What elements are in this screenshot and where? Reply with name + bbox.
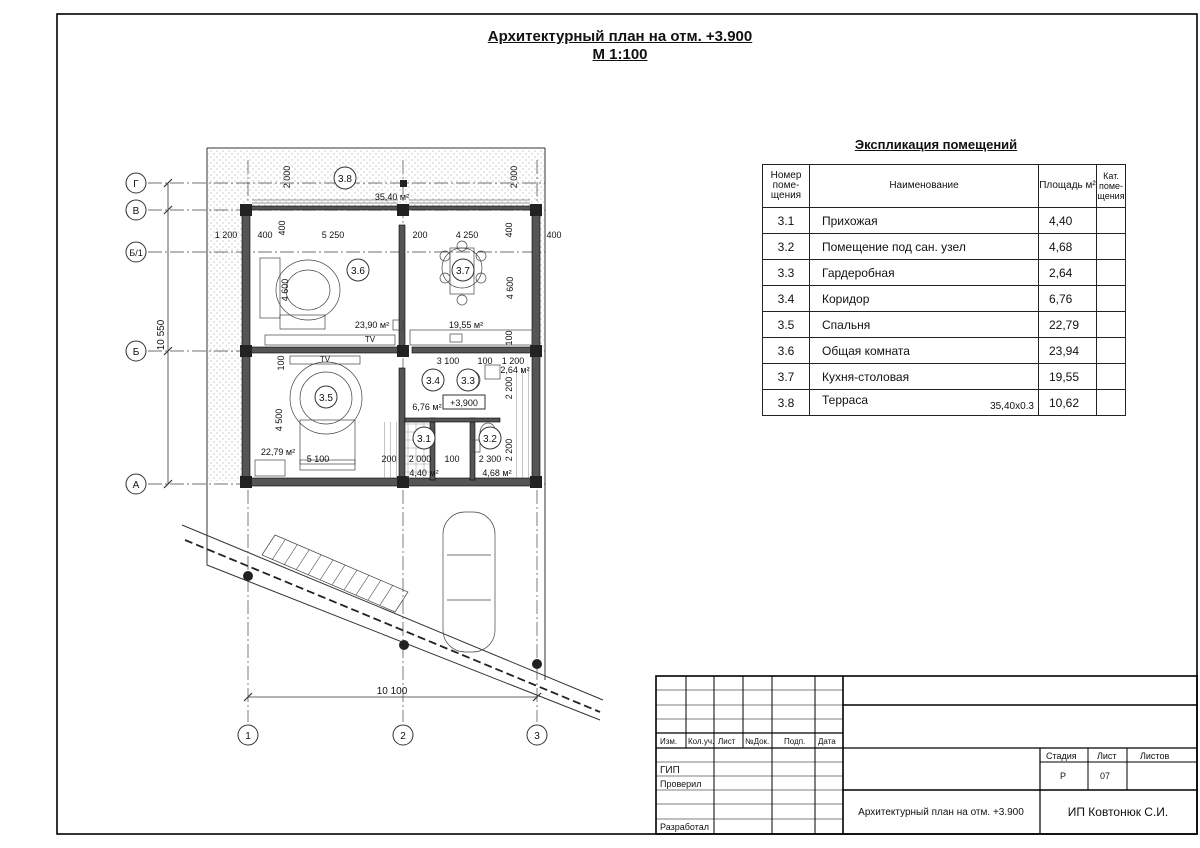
room-area: 4,68	[1039, 234, 1097, 260]
svg-text:Кол.уч.: Кол.уч.	[688, 737, 715, 746]
svg-text:Стадия: Стадия	[1046, 751, 1077, 761]
room-number: 3.5	[763, 312, 810, 338]
axis-label-B1: Б/1	[129, 248, 143, 258]
svg-text:Изм.: Изм.	[660, 737, 678, 746]
axis-label-1: 1	[245, 731, 251, 742]
axis-label-3: 3	[534, 731, 540, 742]
room-number: 3.1	[763, 208, 810, 234]
col-area: Площадь м²	[1039, 165, 1097, 208]
room-name: Кухня-столовая	[810, 364, 1039, 390]
svg-text:100: 100	[477, 356, 493, 366]
svg-text:5 100: 5 100	[306, 454, 330, 464]
room-3-1-area: 4,40 м²	[409, 468, 439, 478]
room-name: Прихожая	[810, 208, 1039, 234]
svg-text:Дата: Дата	[818, 737, 836, 746]
svg-text:400: 400	[504, 222, 514, 238]
room-note: 35,40x0.3	[990, 401, 1034, 412]
svg-text:Подп.: Подп.	[784, 737, 806, 746]
svg-text:2 200: 2 200	[504, 438, 514, 462]
svg-text:400: 400	[546, 230, 562, 240]
room-number: 3.4	[763, 286, 810, 312]
room-3-7-label: 3.7	[456, 266, 470, 277]
room-number: 3.8	[763, 390, 810, 416]
svg-text:4 600: 4 600	[505, 276, 515, 300]
room-area: 22,79	[1039, 312, 1097, 338]
svg-text:100: 100	[276, 355, 286, 371]
room-3-6-area: 23,90 м²	[354, 320, 390, 330]
svg-text:2 000: 2 000	[509, 165, 519, 189]
axis-label-B: Б	[132, 347, 140, 358]
room-name: Общая комната	[810, 338, 1039, 364]
dim-overall-width: 10 100	[376, 686, 408, 697]
room-3-8-label: 3.8	[338, 174, 352, 185]
title-block-text	[660, 737, 1169, 832]
svg-text:400: 400	[277, 220, 287, 236]
room-area: 10,62	[1039, 390, 1097, 416]
svg-text:2 300: 2 300	[478, 454, 502, 464]
room-3-2-area: 4,68 м²	[482, 468, 512, 478]
axis-label-2: 2	[400, 731, 406, 742]
room-3-1-label: 3.1	[417, 434, 431, 445]
svg-text:5 250: 5 250	[321, 230, 345, 240]
room-name: Гардеробная	[810, 260, 1039, 286]
room-3-2-label: 3.2	[483, 434, 497, 445]
level-mark: +3,900	[450, 398, 478, 408]
svg-text:100: 100	[444, 454, 460, 464]
plan-dimensions	[215, 166, 562, 464]
room-name: Помещение под сан. узел	[810, 234, 1039, 260]
explication-title: Экспликация помещений	[854, 137, 1018, 152]
svg-text:200: 200	[381, 454, 397, 464]
svg-text:100: 100	[504, 330, 514, 346]
room-name: Спальня	[810, 312, 1039, 338]
sheet-value: 07	[1100, 771, 1111, 781]
col-name: Наименование	[810, 165, 1039, 208]
room-3-5-label: 3.5	[319, 393, 333, 404]
stage-value: Р	[1060, 771, 1067, 781]
room-number: 3.6	[763, 338, 810, 364]
drawing-scale: М 1:100	[592, 46, 648, 63]
room-area: 4,40	[1039, 208, 1097, 234]
room-3-5-area: 22,79 м²	[260, 447, 296, 457]
svg-text:200: 200	[412, 230, 428, 240]
svg-text:№Док.: №Док.	[745, 737, 770, 746]
room-3-8-area: 35,40 м²	[374, 192, 410, 202]
company-name: ИП Ковтонюк С.И.	[1067, 805, 1169, 819]
room-3-7-area: 19,55 м²	[448, 320, 484, 330]
svg-text:2 000: 2 000	[408, 454, 432, 464]
axis-label-G: Г	[133, 179, 139, 190]
svg-text:Листов: Листов	[1140, 751, 1170, 761]
room-area: 19,55	[1039, 364, 1097, 390]
room-number: 3.2	[763, 234, 810, 260]
room-number: 3.7	[763, 364, 810, 390]
axis-markers-cols	[238, 725, 547, 745]
svg-text:1 200: 1 200	[214, 230, 238, 240]
svg-text:2 200: 2 200	[504, 376, 514, 400]
room-area: 6,76	[1039, 286, 1097, 312]
axis-label-A: А	[132, 480, 140, 491]
tv-living: TV	[364, 335, 376, 344]
room-name: Терраса 35,40x0.3	[810, 390, 1039, 416]
axis-label-V: В	[132, 206, 140, 217]
svg-text:1 200: 1 200	[501, 356, 525, 366]
role-developed: Разработал	[660, 822, 709, 832]
svg-text:Лист: Лист	[718, 737, 736, 746]
svg-text:4 500: 4 500	[274, 408, 284, 432]
svg-text:Лист: Лист	[1097, 751, 1117, 761]
svg-text:4 600: 4 600	[280, 278, 290, 302]
role-checked: Проверил	[660, 779, 702, 789]
svg-text:3 100: 3 100	[436, 356, 460, 366]
room-3-6-label: 3.6	[351, 266, 365, 277]
svg-text:2 000: 2 000	[282, 165, 292, 189]
axis-markers-rows	[126, 173, 146, 494]
room-area: 23,94	[1039, 338, 1097, 364]
dim-overall-height: 10 550	[156, 319, 167, 351]
role-gip: ГИП	[660, 765, 680, 776]
col-category: Кат. поме-щения	[1097, 165, 1126, 208]
tv-bedroom: TV	[319, 355, 331, 364]
svg-text:400: 400	[257, 230, 273, 240]
room-name: Коридор	[810, 286, 1039, 312]
drawing-title: Архитектурный план на отм. +3.900	[487, 28, 753, 45]
room-3-4-area: 6,76 м²	[412, 402, 442, 412]
room-area: 2,64	[1039, 260, 1097, 286]
svg-text:4 250: 4 250	[455, 230, 479, 240]
room-3-3-area: 2,64 м²	[500, 365, 530, 375]
col-number: Номер поме-щения	[763, 165, 810, 208]
room-3-3-label: 3.3	[461, 376, 475, 387]
room-number: 3.3	[763, 260, 810, 286]
room-3-4-label: 3.4	[426, 376, 440, 387]
drawing-name: Архитектурный план на отм. +3.900	[858, 807, 1024, 818]
